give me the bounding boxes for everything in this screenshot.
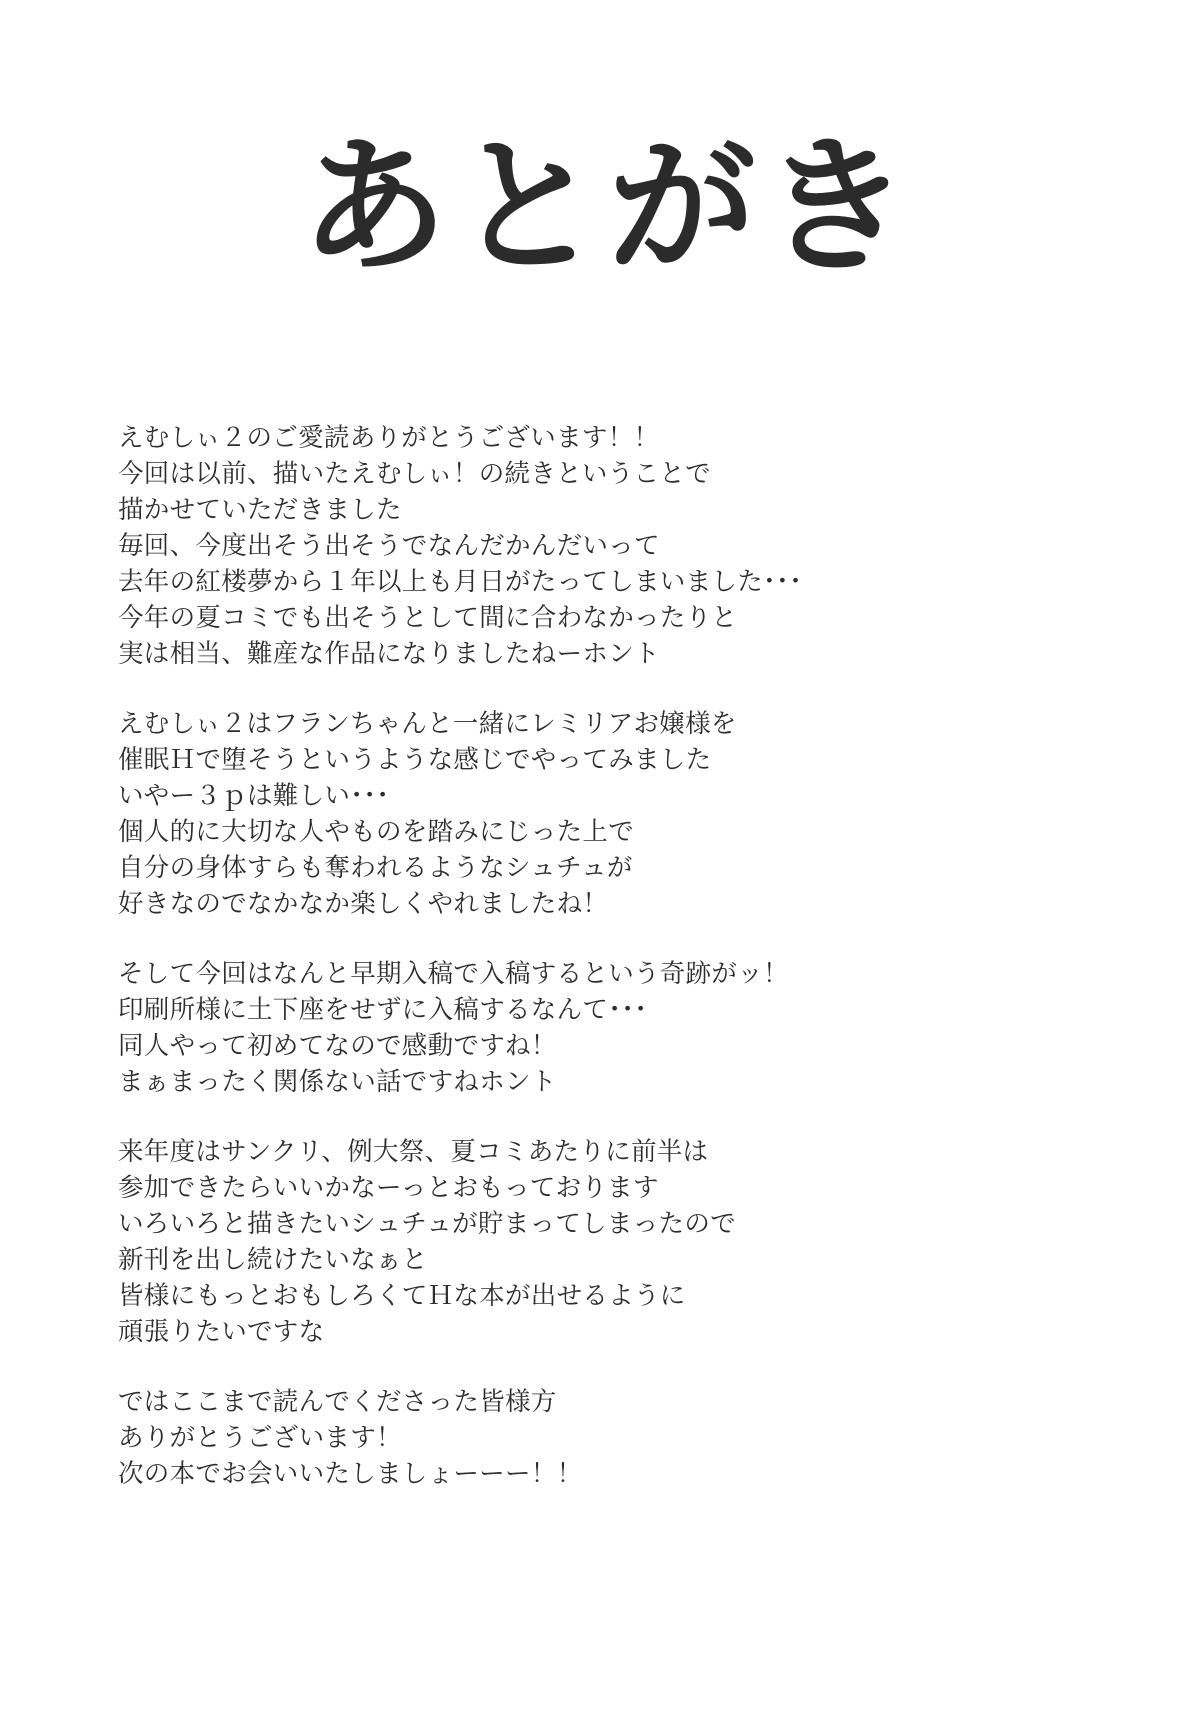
text-line: 新刊を出し続けたいなぁと bbox=[118, 1245, 428, 1275]
page-title: あとがき bbox=[300, 121, 916, 293]
text-line: そして今回はなんと早期入稿で入稿するという奇跡がッ！ bbox=[118, 959, 789, 989]
paragraph bbox=[118, 1134, 1118, 1350]
text-line: 個人的に大切な人やものを踏みにじった上で bbox=[118, 817, 635, 847]
afterword-body bbox=[118, 420, 1118, 1492]
paragraph bbox=[118, 956, 1118, 1100]
paragraph bbox=[118, 1384, 1118, 1492]
text-line: 描かせていただきました bbox=[118, 495, 402, 525]
text-line: えむしぃ２のご愛読ありがとうございます！！ bbox=[118, 423, 660, 453]
text-line: 去年の紅楼夢から１年以上も月日がたってしまいました･･･ bbox=[118, 567, 803, 597]
text-line: 実は相当、難産な作品になりましたねーホント bbox=[118, 639, 660, 669]
paragraph bbox=[118, 420, 1118, 672]
text-line: 毎回、今度出そう出そうでなんだかんだいって bbox=[118, 531, 660, 561]
text-line: 来年度はサンクリ、例大祭、夏コミあたりに前半は bbox=[118, 1137, 709, 1167]
paragraph bbox=[118, 706, 1118, 922]
text-line: ありがとうございます！ bbox=[118, 1423, 402, 1453]
text-line: 今回は以前、描いたえむしぃ！の続きということで bbox=[118, 459, 711, 489]
text-line: 自分の身体すらも奪われるようなシュチュが bbox=[118, 853, 633, 883]
text-line: 次の本でお会いいたしましょーーー！！ bbox=[118, 1459, 583, 1489]
text-line: ではここまで読んでくださった皆様方 bbox=[118, 1387, 557, 1417]
text-line: いろいろと描きたいシュチュが貯まってしまったので bbox=[118, 1209, 736, 1239]
text-line: 印刷所様に土下座をせずに入稿するなんて･･･ bbox=[118, 995, 648, 1025]
text-line: 頑張りたいですな bbox=[118, 1317, 325, 1347]
text-line: 好きなのでなかなか楽しくやれましたね！ bbox=[118, 889, 609, 919]
text-line: いやー３ｐは難しい･･･ bbox=[118, 781, 390, 811]
text-line: 同人やって初めてなので感動ですね！ bbox=[118, 1031, 557, 1061]
text-line: 皆様にもっとおもしろくてＨな本が出せるように bbox=[118, 1281, 686, 1311]
text-line: 参加できたらいいかなーっとおもっております bbox=[118, 1173, 659, 1203]
text-line: えむしぃ２はフランちゃんと一緒にレミリアお嬢様を bbox=[118, 709, 737, 739]
text-line: 催眠Ｈで堕そうというような感じでやってみました bbox=[118, 745, 712, 775]
text-line: 今年の夏コミでも出そうとして間に合わなかったりと bbox=[118, 603, 738, 633]
text-line: まぁまったく関係ない話ですねホント bbox=[118, 1067, 557, 1097]
